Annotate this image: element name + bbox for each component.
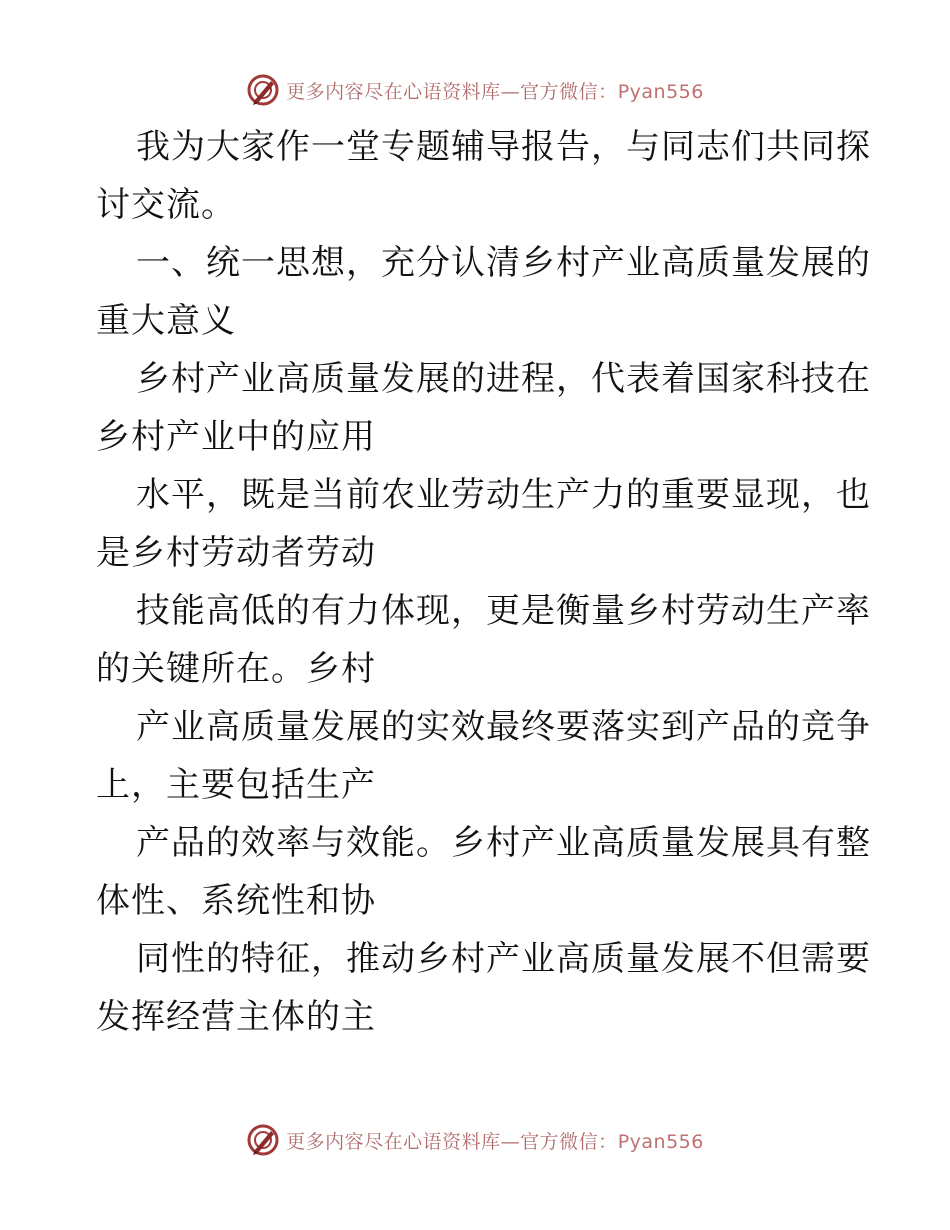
body-line: 产业高质量发展的实效最终要落实到产品的竞争 — [136, 707, 871, 747]
body-line: 乡村产业中的应用 — [96, 417, 376, 457]
body-line: 发挥经营主体的主 — [96, 997, 376, 1037]
body-line: 讨交流。 — [96, 185, 236, 225]
body-line: 产品的效率与效能。乡村产业高质量发展具有整 — [136, 823, 871, 863]
footer-banner — [0, 1120, 950, 1160]
body-line: 乡村产业高质量发展的进程，代表着国家科技在 — [136, 359, 871, 399]
body-line: 体性、系统性和协 — [96, 881, 376, 921]
body-line: 同性的特征，推动乡村产业高质量发展不但需要 — [136, 939, 871, 979]
section-heading: 一、统一思想，充分认清乡村产业高质量发展的 — [136, 243, 871, 283]
header-banner-text: 更多内容尽在心语资料库—官方微信：Pyan556 — [286, 80, 704, 103]
body-line: 水平，既是当前农业劳动生产力的重要显现，也 — [136, 475, 871, 515]
body-line: 我为大家作一堂专题辅导报告，与同志们共同探 — [136, 127, 871, 167]
section-heading-cont: 重大意义 — [96, 301, 236, 341]
body-line: 是乡村劳动者劳动 — [96, 533, 376, 573]
pen-logo-icon — [246, 1123, 280, 1157]
body-line: 上，主要包括生产 — [96, 765, 376, 805]
body-line: 的关键所在。乡村 — [96, 649, 376, 689]
header-banner — [0, 70, 950, 110]
body-line: 技能高低的有力体现，更是衡量乡村劳动生产率 — [136, 591, 871, 631]
pen-logo-icon — [246, 73, 280, 107]
document-body — [96, 118, 871, 1046]
footer-banner-text: 更多内容尽在心语资料库—官方微信：Pyan556 — [286, 1130, 704, 1153]
